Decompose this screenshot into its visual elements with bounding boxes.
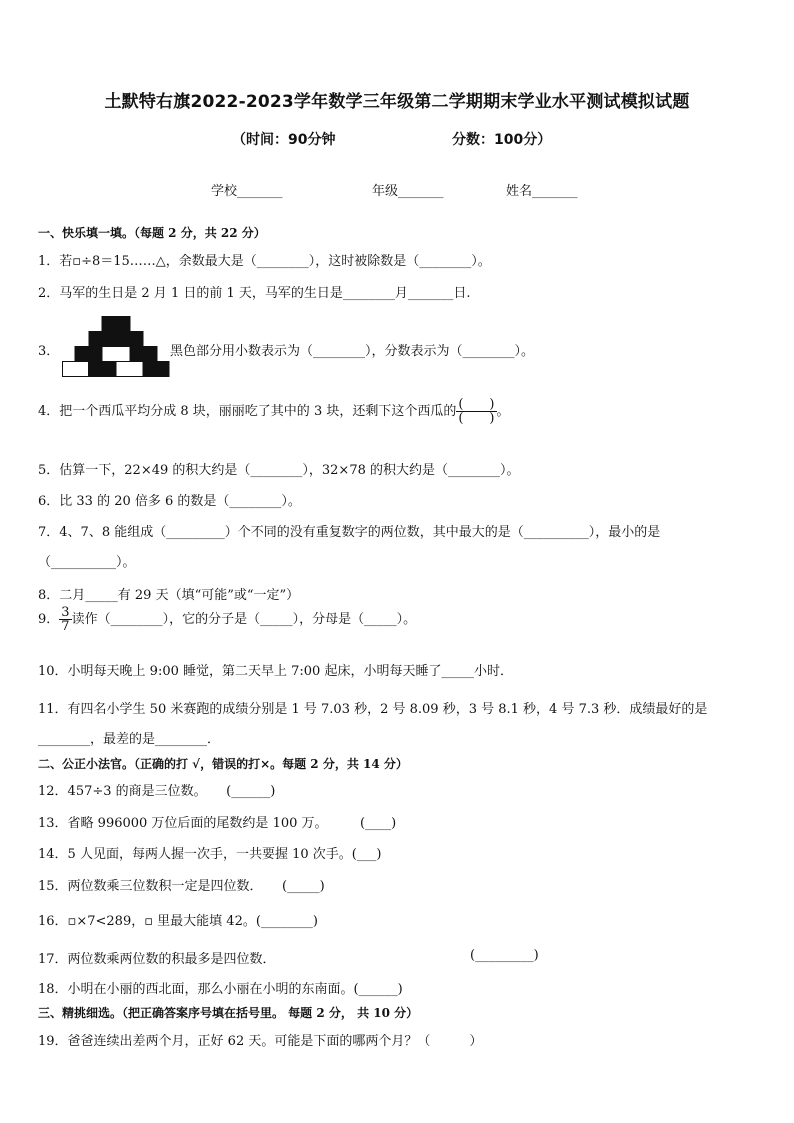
school-field: 学校_______: [211, 184, 283, 199]
question-3-number: 3．: [38, 344, 60, 359]
question-9-fraction: [59, 606, 71, 633]
question-5: 5．估算一下，22×49 的积大约是（________），32×78 的积大约是（________）。: [38, 463, 520, 478]
question-7-line-1: 7．4、7、8 能组成（_________）个不同的没有重复数字的两位数，其中最大的是（__________），最小的是: [38, 525, 661, 540]
question-9-number: 9．: [38, 612, 60, 627]
question-15: 15．两位数乘三位数积一定是四位数． (_____): [38, 879, 325, 894]
question-10: 10．小明每天晚上 9:00 睡觉，第二天早上 7:00 起床，小明每天睡了_____小时．: [38, 664, 513, 679]
black-white-blocks-figure: [62, 316, 170, 378]
question-4-end: 。: [496, 404, 510, 419]
name-field: 姓名_______: [506, 184, 578, 199]
question-18: 18．小明在小丽的西北面，那么小丽在小明的东南面。(______): [38, 982, 403, 997]
question-17-answer-blank: (_________): [470, 948, 539, 963]
question-14: 14．5 人见面，每两人握一次手，一共要握 10 次手。(___): [38, 847, 382, 862]
question-4-fraction: [456, 398, 496, 425]
page-title: 土默特右旗2022-2023学年数学三年级第二学期期末学业水平测试模拟试题: [104, 92, 690, 112]
question-9: [38, 606, 416, 633]
question-11-line-1: 11．有四名小学生 50 米赛跑的成绩分别是 1 号 7.03 秒，2 号 8.09 秒，3 号 8.1 秒，4 号 7.3 秒．成绩最好的是: [38, 702, 708, 717]
question-8: 8．二月_____有 29 天（填“可能”或“一定”）: [38, 588, 300, 603]
grade-field: 年级_______: [372, 184, 444, 199]
question-9-numerator: 3: [61, 605, 70, 620]
question-6: 6．比 33 的 20 倍多 6 的数是（________）。: [38, 494, 301, 509]
section-3-heading: 三、精挑细选。（把正确答案序号填在括号里。 每题 2 分， 共 10 分）: [38, 1006, 419, 1020]
question-16: 16．▫×7<289，▫ 里最大能填 42。(________): [38, 914, 318, 929]
question-1: 1．若▫÷8＝15……△，余数最大是（________），这时被除数是（________）。: [38, 254, 491, 269]
question-3: 黑色部分用小数表示为（________），分数表示为（________）。: [170, 344, 535, 359]
exam-score: 分数：100分）: [452, 132, 552, 148]
exam-time: （时间：90分钟: [232, 132, 336, 148]
question-11-line-2: ________，最差的是________．: [38, 732, 221, 747]
question-9-text: 读作（________），它的分子是（_____），分母是（_____）。: [71, 612, 417, 627]
question-19: 19．爸爸连续出差两个月，正好 62 天。可能是下面的哪两个月？（ ）: [38, 1034, 483, 1049]
section-1-heading: 一、快乐填一填。（每题 2 分，共 22 分）: [38, 226, 266, 240]
question-7-line-2: （__________）。: [38, 555, 136, 570]
question-4-text: 4．把一个西瓜平均分成 8 块，丽丽吃了其中的 3 块，还剩下这个西瓜的: [38, 404, 457, 419]
question-17: 17．两位数乘两位数的积最多是四位数．: [38, 952, 276, 967]
question-12: 12．457÷3 的商是三位数。 (______): [38, 784, 276, 799]
question-9-denominator: 7: [61, 619, 70, 634]
question-4: [38, 398, 510, 425]
question-2: 2．马军的生日是 2 月 1 日的前 1 天，马军的生日是________月_______日.: [38, 286, 471, 301]
question-13: 13．省略 996000 万位后面的尾数约是 100 万。 (____): [38, 816, 397, 831]
question-4-numerator-blank: ( ): [458, 397, 495, 412]
question-4-denominator-blank: ( ): [458, 411, 495, 426]
section-2-heading: 二、公正小法官。（正确的打 √，错误的打×。每题 2 分，共 14 分）: [38, 757, 408, 771]
